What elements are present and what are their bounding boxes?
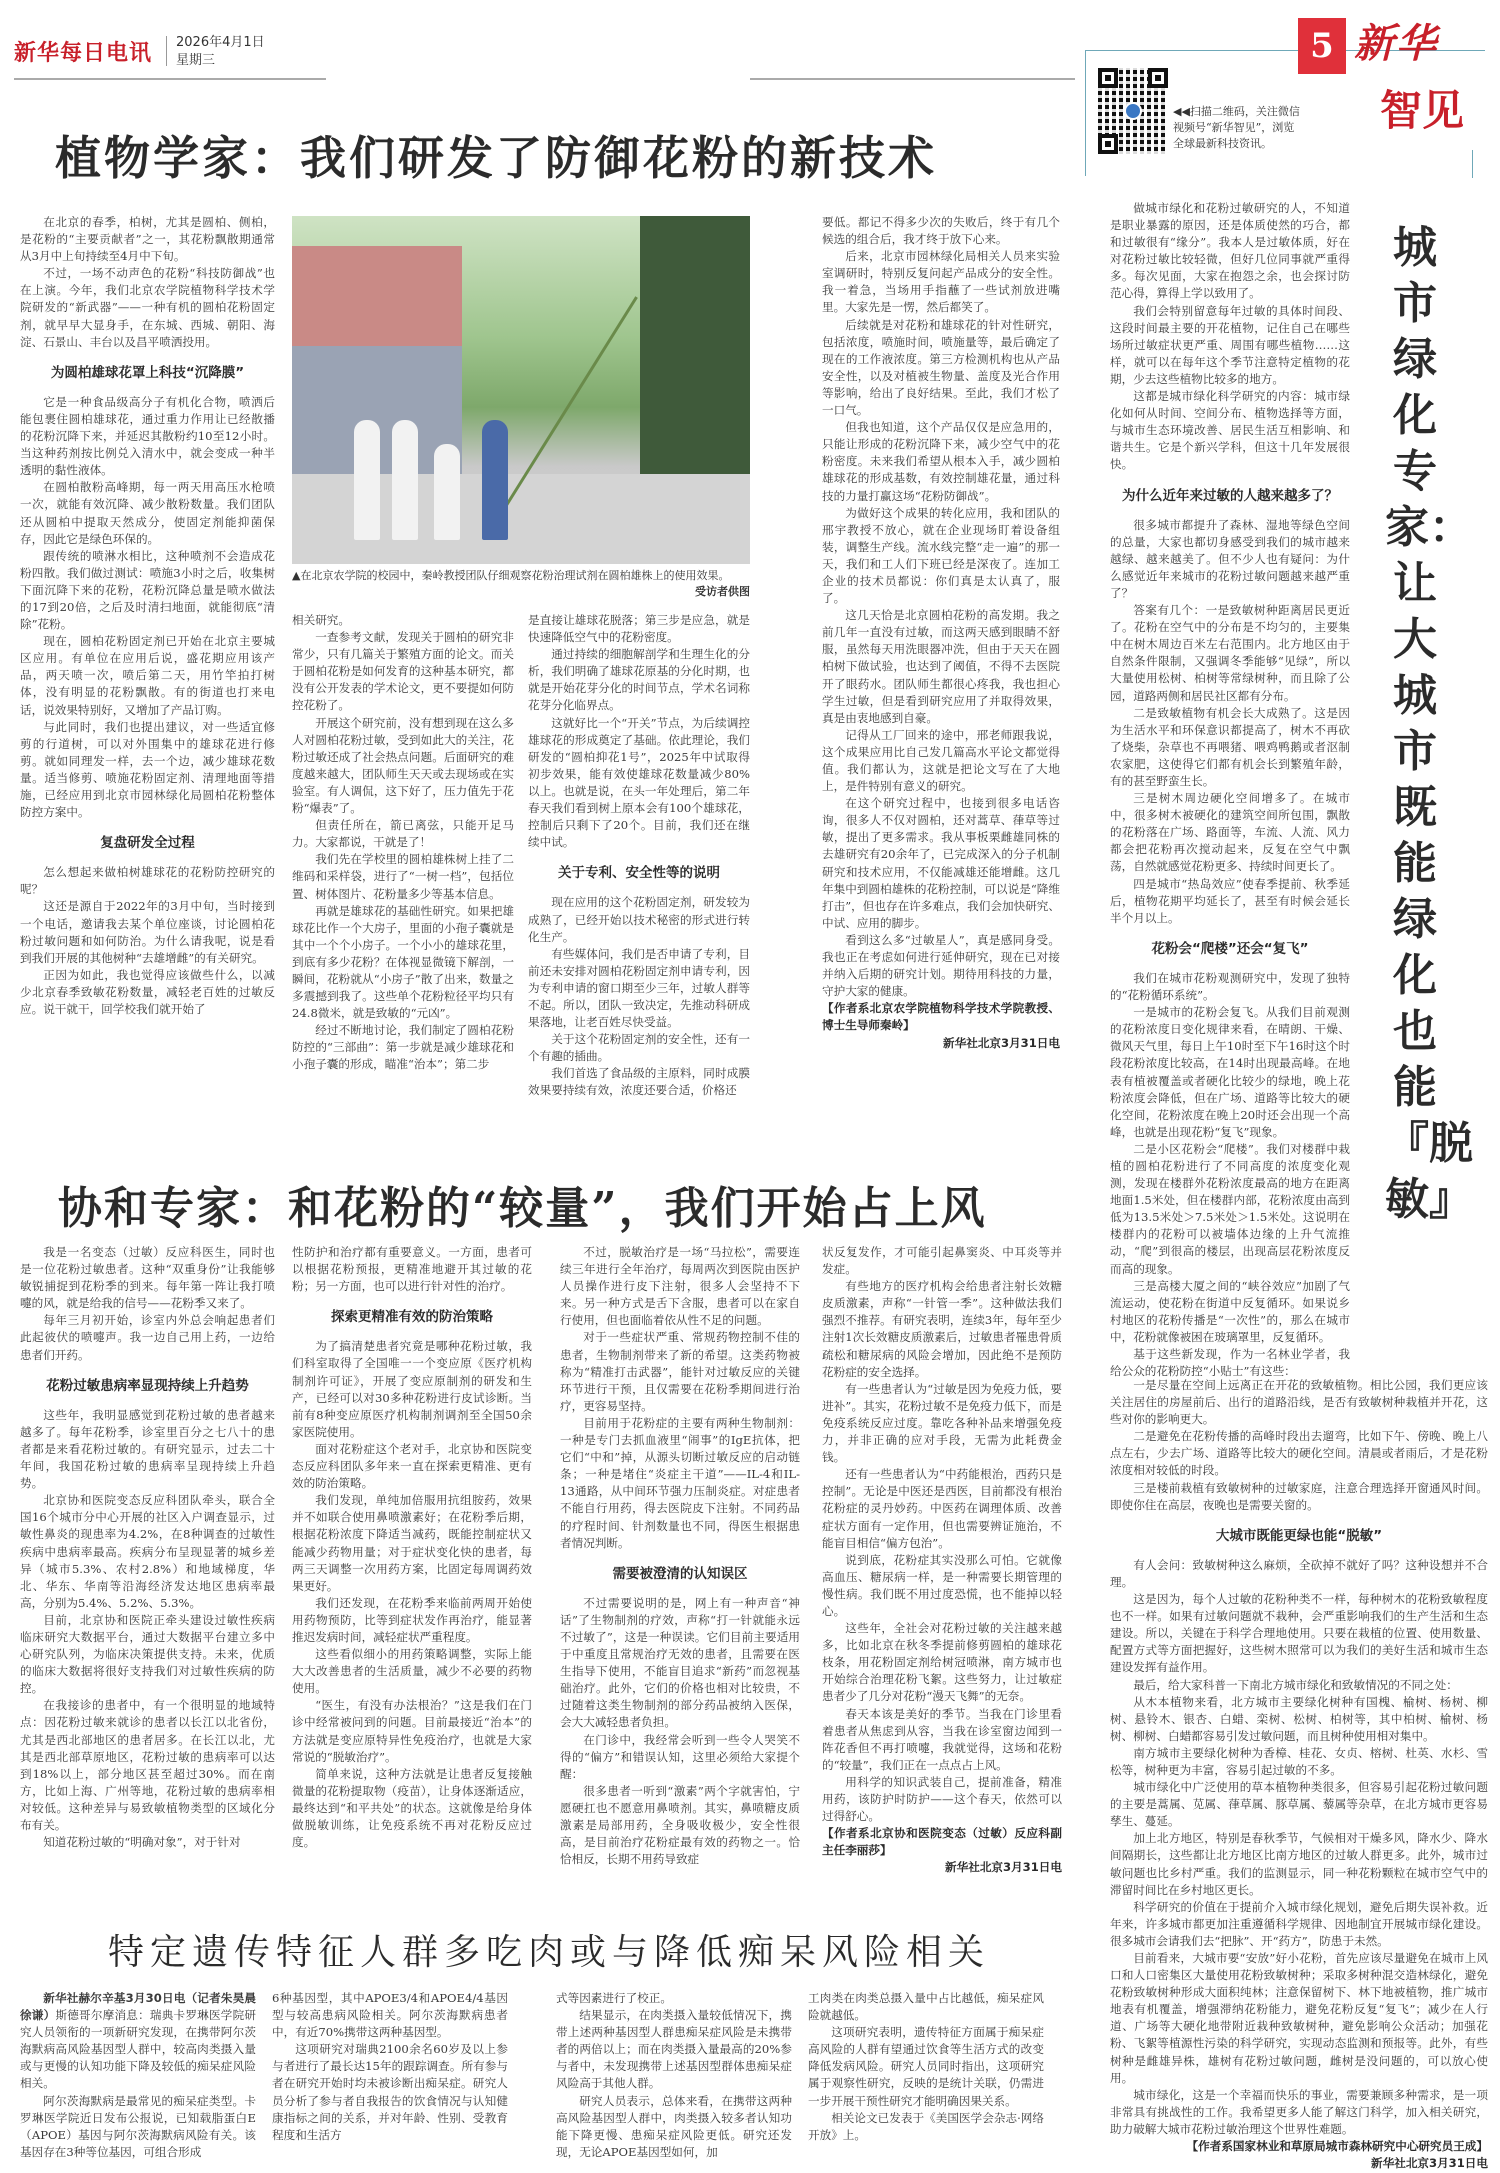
article1-photo: [292, 216, 750, 564]
paragraph: 性防护和治疗都有重要意义。一方面，患者可以根据花粉预报，更精准地避开其过敏的花粉；另一方面，也可以进行针对性的治疗。: [292, 1245, 532, 1294]
article1-column-4: [822, 214, 1060, 1052]
paragraph: 在我接诊的患者中，有一个很明显的地域特点：因花粉过敏来就诊的患者以长江以北省份，尤其是西北部地区的患者居多。在长江以北，尤其是西北部草原地区，花粉过敏的患病率可以达到18%以上，部分地区甚至超过30%。而在南方，比如上海、广州等地，花粉过敏的患病率相对较低。这种差异与易致敏植物类型的区域化分布有关。: [20, 1698, 275, 1832]
paragraph: 最后，给大家科普一下南北方城市绿化和致敏情况的不同之处：: [1133, 1677, 1458, 1692]
paragraph: 加上北方地区，特别是春秋季节，气候相对干燥多风，降水少、降水间隔期长，这些都让北方地区比南方地区的过敏人群更多。此外，城市过敏问题也比乡村严重。我们的监测显示，同一种花粉颗粒在城市空气中的滞留时间比在乡村地区更长。: [1110, 1831, 1488, 1897]
paragraph: 面对花粉症这个老对手，北京协和医院变态反应科团队多年来一直在探索更精准、更有效的防治策略。: [292, 1441, 532, 1491]
qr-code-icon[interactable]: [1098, 68, 1168, 154]
article1-column-2: [292, 612, 514, 1074]
article3-column-1: [1110, 200, 1350, 1380]
paragraph: 这项研究对瑞典2100余名60岁及以上参与者进行了最长达15年的跟踪调查。所有参与者在研究开始时均未被诊断出痴呆症。研究人员分析了参与者自我报告的饮食情况与认知健康指标之间的关系，并对年龄、性别、受教育程度和生活方: [272, 2042, 508, 2142]
paragraph: 三是树木周边硬化空间增多了。在城市中，很多树木被硬化的建筑空间所包围，飘散的花粉落在广场、路面等，车流、人流、风力都会把花粉再次搅动起来，反复在空气中飘荡，自然就感觉花粉更多、持续时间更长了。: [1110, 791, 1350, 874]
paragraph: 研究人员表示，总体来看，在携带这两种高风险基因型人群中，肉类摄入较多者认知功能下降更慢、患痴呆症风险更低。研究还发现，无论APOE基因型如何，加: [556, 2093, 792, 2159]
article1-subheading-2: 复盘研发全过程: [100, 835, 195, 852]
paragraph: 有些地方的医疗机构会给患者注射长效糖皮质激素，声称“一针管一季”。这种做法我们强烈不推荐。有研究表明，连续3年，每年至少注射1次长效糖皮质激素后，过敏患者罹患骨质疏松和糖尿病的风险会增加，因此绝不是预防花粉症的安全选择。: [822, 1279, 1062, 1379]
article4-lead-byline: 新华社赫尔辛基3月30日电（记者朱昊晨 徐谦）: [20, 1991, 268, 2023]
paragraph: 从木本植物来看，北方城市主要绿化树种有国槐、榆树、杨树、柳树、悬铃木、银杏、白蜡、栾树、松树、柏树等，其中柏树、榆树、杨树、柳树、白蜡都容易引发过敏问题，而且树种使用相对集中。: [1110, 1694, 1488, 1743]
paragraph: 目前用于花粉症的主要有两种生物制剂：一种是专门去抓血液里“闹事”的IgE抗体，把它们“中和”掉，从源头切断过敏反应的启动链条；一种是堵住“炎症主干道”——IL-4和IL-13通路，从中间环节强力压制炎症。对症患者不能自行用药，得去医院皮下注射。不同药品的疗程时间、针剂数量也不同，得医生根据患者情况判断。: [560, 1415, 800, 1550]
paragraph: 城市绿化中广泛使用的草本植物种类很多，但容易引起花粉过敏问题的主要是蒿属、苋属、葎草属、豚草属、藜属等杂草，在北方城市更容易孳生、蔓延。: [1110, 1780, 1488, 1829]
section-brand-zhijian: 智见: [1380, 86, 1465, 135]
paragraph: 结果显示，在肉类摄入量较低情况下，携带上述两种基因型人群患痴呆症风险是未携带者的两倍以上；而在肉类摄入量最高的20%参与者中，未发现携带上述基因型群体患痴呆症风险高于其他人群。: [556, 2008, 792, 2091]
paragraph: 每年三月初开始，诊室内外总会响起患者们此起彼伏的喷嚏声。我一边自己用上药，一边给患者们开药。: [20, 1313, 275, 1362]
paragraph: 三是高楼大厦之间的“峡谷效应”加剧了气流运动，使花粉在街道中反复循环。如果说乡村地区的花粉传播是“一次性”的，那么在城市中，花粉就像被困在玻璃罩里，反复循环。: [1110, 1278, 1350, 1344]
article4-column-3: [556, 1990, 792, 2161]
article1-headline: 植物学家：我们研发了防御花粉的新技术: [55, 131, 937, 185]
article3-author: 【作者系国家林业和草原局城市森林研究中心研究员王成】: [1186, 2139, 1488, 2154]
article2-subheading-1: 花粉过敏患病率显现持续上升趋势: [46, 1377, 249, 1394]
paragraph: 我是一名变态（过敏）反应科医生，同时也是一位花粉过敏患者。这种“双重身份”让我能够敏锐捕捉到花粉季的到来。每年第一阵让我打喷嚏的风，就是给我的信号——花粉季又来了。: [20, 1245, 275, 1311]
paragraph: 不过需要说明的是，网上有一种声音“神话”了生物制剂的疗效，声称“打一针就能永远不过敏了”，这是一种误读。它们目前主要适用于中重度且常规治疗无效的患者，且需要在医生指导下使用，不能盲目追求“新药”而忽视基础治疗。此外，它们的价格也相对比较贵，不过随着这类生物制剂的部分药品被纳入医保，会大大减轻患者负担。: [560, 1595, 800, 1730]
article2-subheading-2: 探索更精准有效的防治策略: [331, 1309, 493, 1326]
paragraph: 经过不断地讨论，我们制定了圆柏花粉防控的“三部曲”：第一步就是减少雄球花和小孢子囊的形成，瞄准“治本”；第二步: [292, 1023, 514, 1072]
paragraph: 一是城市的花粉会复飞。从我们目前观测的花粉浓度日变化规律来看，在晴朗、干燥、微风天气里，每日上午10时至下午16时这个时段花粉浓度比较高，在14时出现最高峰。在地表有植被覆盖或者硬化比较少的绿地，晚上花粉浓度会降低，但在广场、道路等比较大的硬化空间，花粉浓度在晚上20时还会出现一个高峰，也就是出现花粉“复飞”现象。: [1110, 1005, 1350, 1139]
paragraph: 现在，圆柏花粉固定剂已开始在北京主要城区应用。有单位在应用后说，盛花期应用该产品，两天喷一次，喷后第二天，用竹竿拍打树体，没有明显的花粉飘散。有的街道也打来电话，说效果特别好，又增加了产品订购。: [20, 634, 275, 717]
article1-subheading-1: 为圆柏雄球花罩上科技“沉降膜”: [50, 364, 245, 381]
paragraph: 目前，北京协和医院正牵头建设过敏性疾病临床研究大数据平台，通过大数据平台建立多中心研究队列，为临床决策提供支持。未来，优质的临床大数据将很好支持我们对过敏性疾病的防控。: [20, 1612, 275, 1696]
paragraph: 城市绿化，这是一个幸福而快乐的事业，需要兼顾多种需求，是一项非常具有挑战性的工作。我希望更多人能了解这门科学，加入相关研究，助力破解大城市花粉过敏治理这个世界性难题。: [1110, 2087, 1488, 2136]
paragraph: 很多城市都提升了森林、湿地等绿色空间的总量，大家也都切身感受到我们的城市越来越绿、越来越美了。但不少人也有疑问：为什么感觉近年来城市的花粉过敏问题越来越严重了？: [1110, 517, 1350, 600]
paragraph: 在圆柏散粉高峰期，每一两天用高压水枪喷一次，就能有效沉降、减少散粉数量。我们团队还从圆柏中提取天然成分，使固定剂能抑菌保存，因此它是绿色环保的。: [20, 480, 275, 546]
paragraph: 三是楼前栽植有致敏树种的过敏家庭，注意合理选择开窗通风时间。即使你住在高层，夜晚也是需要关窗的。: [1110, 1480, 1488, 1512]
paragraph: 这都是城市绿化科学研究的内容：城市绿化如何从时间、空间分布、植物选择等方面，与城市生态环境改善、居民生活互相影响、和谐共生。它是个新兴学科，但这十几年发展很快。: [1110, 389, 1350, 472]
paragraph: 我们会特别留意每年过敏的具体时间段、这段时间最主要的开花植物，记住自己在哪些场所过敏症状更严重、周围有哪些植物……这样，就可以在每年这个季节注意特定植物的花期，少去这些植物比较多的地方。: [1110, 303, 1350, 386]
masthead-divider: [166, 36, 167, 66]
article2-subheading-3: 需要被澄清的认知误区: [612, 1565, 748, 1582]
paragraph: 怎么想起来做柏树雄球花的花粉防控研究的呢？: [20, 865, 275, 897]
article4-column-1: [20, 1990, 268, 2161]
paragraph: 在北京的春季，柏树，尤其是圆柏、侧柏，是花粉的“主要贡献者”之一，其花粉飘散期通常从3月中上旬持续至4月中下旬。: [20, 215, 275, 264]
paragraph: 我们先在学校里的圆柏雄株树上挂了二维码和采样袋，进行了“一树一档”，包括位置、树体图片、花粉量多少等基本信息。: [292, 852, 514, 901]
article3-subheading-2: 花粉会“爬楼”还会“复飞”: [1151, 940, 1309, 957]
paragraph: 二是小区花粉会“爬楼”。我们对楼群中栽植的圆柏花粉进行了不同高度的浓度变化观测，发现在楼群外花粉浓度最高的地方在距离地面1.5米处，但在楼群内部，花粉浓度由高到低为13.5米处＞7.5米处＞1.5米处。这说明在楼群内的花粉可以被墙体边缘的上升气流推动，“爬”到很高的楼层，出现高层花粉浓度反而高的现象。: [1110, 1141, 1350, 1276]
paragraph: “医生，有没有办法根治？”这是我们在门诊中经常被问到的问题。目前最接近“治本”的方法就是变应原特异性免疫治疗，也就是大家常说的“脱敏治疗”。: [292, 1698, 532, 1764]
photo-credit: 受访者供图: [695, 585, 750, 598]
paragraph: 看到这么多“过敏星人”，真是感同身受。我也正在考虑如何进行延伸研究，现在已对接并纳入后期的研究计划。期待用科技的力量，守护大家的健康。: [822, 932, 1060, 999]
paragraph: [20, 1990, 268, 2093]
paragraph: 对于一些症状严重、常规药物控制不佳的患者，生物制剂带来了新的希望。这类药物被称为“精准打击武器”，能针对过敏反应的关键环节进行干预，且仅需要在花粉季期间进行治疗，更容易坚持。: [560, 1330, 800, 1413]
paragraph: 说到底，花粉症其实没那么可怕。它就像高血压、糖尿病一样，是一种需要长期管理的慢性病。我们既不用过度恐慌，也不能掉以轻心。: [822, 1552, 1062, 1618]
paragraph: 有人会问：致敏树种这么麻烦，全砍掉不就好了吗？这种设想并不合理。: [1110, 1557, 1488, 1589]
paragraph: 后续就是对花粉和雄球花的针对性研究，包括浓度，喷施时间，喷施量等，最后确定了现在的工作液浓度。第三方检测机构也从产品安全性，以及对植被生物量、盖度及光合作用等影响，给出了良好结果。至此，我们才松了一口气。: [822, 317, 1060, 418]
paragraph: 这是因为，每个人过敏的花粉种类不一样，每种树木的花粉致敏程度也不一样。如果有过敏问题就不栽种，会严重影响我们的生产生活和生态建设。所以，关键在于科学合理地使用。只要在栽植的位置、使用数量、配置方式等方面把握好，这些树木照常可以为我们的美好生活和城市生态建设发挥有益作用。: [1110, 1592, 1488, 1675]
paragraph: 工肉类在肉类总摄入量中占比越低，痴呆症风险就越低。: [808, 1991, 1044, 2023]
article2-headline: 协和专家：和花粉的“较量”，我们开始占上风: [58, 1183, 987, 1234]
article1-column-3: [528, 612, 750, 1100]
masthead-date-block: [176, 34, 265, 70]
paragraph: 二是避免在花粉传播的高峰时段出去遛弯，比如下午、傍晚、晚上八点左右，少去广场、道路等比较大的硬化空间。清晨或者雨后，才是花粉浓度相对较低的时段。: [1110, 1429, 1488, 1478]
paragraph: 式等因素进行了校正。: [556, 1991, 672, 2005]
caption-text: ▲在北京农学院的校园中，秦岭教授团队仔细观察花粉治理试剂在圆柏雄株上的使用效果。: [292, 569, 730, 582]
paragraph: 阿尔茨海默病是最常见的痴呆症类型。卡罗琳医学院近日发布公报说，已知载脂蛋白E（APOE）基因与阿尔茨海默病风险有关。该基因存在3种等位基因，可组合形成: [20, 2093, 256, 2159]
qr-promo-frame-edge: [1472, 150, 1473, 178]
paragraph: 状反复发作，才可能引起鼻窦炎、中耳炎等并发症。: [822, 1245, 1062, 1277]
paragraph: 这项研究表明，遗传特征方面属于痴呆症高风险的人群有望通过饮食等生活方式的改变降低发病风险。研究人员同时指出，这项研究属于观察性研究，反映的是统计关联，仍需进一步开展干预性研究才能明确因果关系。: [808, 2025, 1044, 2108]
paragraph: 不过，一场不动声色的花粉“科技防御战”也在上演。今年，我们北京农学院植物科学技术学院研发的“新武器”——一种有机的圆柏花粉固定剂，就早早大显身手，在东城、西城、朝阳、海淀、石景山、丰台以及昌平喷洒投用。: [20, 266, 275, 349]
article2-column-4: [822, 1244, 1062, 1876]
paragraph: 我们在城市花粉观测研究中，发现了独特的“花粉循环系统”。: [1110, 970, 1350, 1003]
paragraph: 一查参考文献，发现关于圆柏的研究非常少，只有几篇关于繁殖方面的论文。而关于圆柏花粉是如何发育的这种基本研究，都没有公开发表的学术论文，更不要提如何防控花粉了。: [292, 630, 514, 713]
paragraph: 现在应用的这个花粉固定剂，研发较为成熟了，已经开始以技术秘密的形式进行转化生产。: [528, 895, 750, 944]
paragraph: 它是一种食品级高分子有机化合物，喷洒后能包裹住圆柏雄球花，通过重力作用让已经散播的花粉沉降下来，并延迟其散粉约10至12小时。当这种药剂按比例兑入清水中，就会变成一种半透明的黏性液体。: [20, 394, 275, 478]
paragraph: 不过，脱敏治疗是一场“马拉松”，需要连续三年进行全年治疗，每周两次到医院由医护人员操作进行皮下注射，很多人会坚持不下来。另一种方式是舌下含服，患者可以在家自行使用，但也面临着依从性不足的问题。: [560, 1245, 800, 1328]
paragraph: 记得从工厂回来的途中，邢老师跟我说，这个成果应用比自己发几篇高水平论文都觉得值。我们都认为，这就是把论文写在了大地上，是件特别有意义的研究。: [822, 727, 1060, 794]
article1-dateline: 新华社北京3月31日电: [943, 1035, 1060, 1050]
paragraph: 我们发现，单纯加倍服用抗组胺药，效果并不如联合使用鼻喷激素好；在花粉季后期，根据花粉浓度下降适当减药，既能控制症状又能减少药物用量；对于症状变化快的患者，每两三天调整一次用药方案，比固定每周调药效果更好。: [292, 1493, 532, 1593]
masthead-logo: 新华每日电讯: [14, 40, 153, 66]
qr-center-logo: [1124, 102, 1142, 120]
issue-weekday: 星期三: [176, 53, 216, 68]
paragraph: 有些媒体问，我们是否申请了专利，目前还未安排对圆柏花粉固定剂申请专利，因为专利申请的窗口期至少三年，过敏人群等不起。所以，团队一致决定，先推动科研成果落地，让老百姓尽快受益。: [528, 946, 750, 1030]
paragraph: 二是致敏植物有机会长大成熟了。这是因为生活水平和环保意识都提高了，树木不再砍了烧柴，杂草也不再喂猪、喂鸡鸭鹅或者沤制农家肥，这使得它们都有机会长到繁殖年龄，有的甚至野蛮生长。: [1110, 705, 1350, 788]
paragraph: 我们还发现，在花粉季来临前两周开始使用药物预防，比等到症状发作再治疗，能显著推迟发病时间，减轻症状严重程度。: [292, 1595, 532, 1644]
article4-headline: 特定遗传特征人群多吃肉或与降低痴呆风险相关: [108, 1932, 991, 1973]
article3-subheading-1: 为什么近年来过敏的人越来越多了？: [1122, 487, 1338, 504]
paragraph: 这就好比一个“开关”节点，为后续调控雄球花的形成奠定了基础。依此理论，我们研发的“圆柏抑花1号”，2025年中试取得初步效果，能有效使雄球花数量减少80%以上。也就是说，在头一年处理后，第二年春天我们看到树上原本会有100个雄球花，控制后只剩下了20个。目前，我们还在继续中试。: [528, 715, 750, 850]
article2-author: 【作者系北京协和医院变态（过敏）反应科副主任李丽莎】: [822, 1826, 1062, 1858]
article4-column-4: [808, 1990, 1044, 2144]
article1-subheading-3: 关于专利、安全性等的说明: [558, 865, 720, 882]
paragraph: 这些看似细小的用药策略调整，实际上能大大改善患者的生活质量，减少不必要的药物使用。: [292, 1647, 532, 1696]
article2-column-3: [560, 1244, 800, 1868]
paragraph: 开展这个研究前，没有想到现在这么多人对圆柏花粉过敏，受到如此大的关注，花粉过敏还成了社会热点问题。后面研究的难度越来越大，团队师生天天或去现场或在实验室。有人调侃，这下好了，压力值先于花粉“爆表”了。: [292, 715, 514, 816]
paragraph: 但我也知道，这个产品仅仅是应急用的，只能让形成的花粉沉降下来，减少空气中的花粉密度。未来我们希望从根本入手，减少圆柏雄球花的形成基数，有效控制雄花量，通过科技的力量打赢这场“花粉防御战”。: [822, 420, 1060, 503]
paragraph: 在门诊中，我经常会听到一些令人哭笑不得的“偏方”和错误认知，这里必须给大家提个醒：: [560, 1732, 800, 1781]
paragraph: 6种基因型，其中APOE3/4和APOE4/4基因型与较高患病风险相关。阿尔茨海默病患者中，有近70%携带这两种基因型。: [272, 1991, 508, 2040]
paragraph: 是直接让雄球花脱落；第三步是应急，就是快速降低空气中的花粉密度。: [528, 613, 750, 645]
qr-promo-text: ◀◀扫描二维码，关注微信视频号“新华智见”，浏览全球最新科技资讯。: [1173, 105, 1300, 150]
paragraph: 科学研究的价值在于提前介入城市绿化规划，避免后期失误补救。近年来，许多城市都更加注重遵循科学规律、因地制宜开展城市绿化建设。很多城市会请我们去“把脉”、开“药方”，防患于未然。: [1110, 1899, 1488, 1948]
paragraph: 这几天恰是北京圆柏花粉的高发期。我之前几年一直没有过敏，而这两天感到眼睛不舒服，虽然每天用洗眼器冲洗，但由于天天在圆柏树下做试验，也达到了阈值，不得不去医院开了眼药水。团队师生都很心疼我，我也担心学生过敏，但是看到研究应用了并取得效果，真是由衷地感到自豪。: [822, 608, 1060, 725]
paragraph: 基于这些新发现，作为一名林业学者，我给公众的花粉防控“小贴士”有这些：: [1110, 1347, 1350, 1379]
paragraph: 关于这个花粉固定剂的安全性，还有一个有趣的插曲。: [528, 1032, 750, 1064]
article3-dateline: 新华社北京3月31日电: [1371, 2156, 1488, 2171]
paragraph: 这还是源自于2022年的3月中旬，当时接到一个电话，邀请我去某个单位座谈，讨论圆柏花粉过敏问题和如何防治。为什么请我呢，说是看到我们开展的其他树种“去雄增雌”的有关研究。: [20, 899, 275, 965]
paragraph: 南方城市主要绿化树种为香樟、桂花、女贞、榕树、杜英、水杉、雪松等，树种更为丰富，容易引起过敏的不多。: [1110, 1745, 1488, 1777]
paragraph: 再就是雄球花的基础性研究。如果把雄球花比作一个大房子，里面的小孢子囊就是其中一个个小房子。一个小小的雄球花里，到底有多少花粉？在体视显微镜下解剖，一瞬间，花粉就从“小房子”散了出来，数量之多震撼到我了。这些单个花粉粒径平均只有24.8微米，就是致敏的“元凶”。: [292, 903, 514, 1021]
paragraph: 要低。都记不得多少次的失败后，终于有几个候选的组合后，我才终于放下心来。: [822, 215, 1060, 247]
paragraph: 但责任所在，箭已离弦，只能开足马力。大家都说，干就是了！: [292, 818, 514, 850]
paragraph: 相关研究。: [292, 613, 350, 627]
paragraph: 简单来说，这种方法就是让患者反复接触微量的花粉提取物（疫苗），让身体逐渐适应，最终达到“和平共处”的状态。这就像是给身体做脱敏训练，让免疫系统不再对花粉反应过度。: [292, 1766, 532, 1850]
paragraph: 有一些患者认为“过敏是因为免疫力低，要进补”。其实，花粉过敏不是免疫力低下，而是免疫系统反应过度。靠吃各种补品来增强免疫力，并非正确的应对手段，无需为此耗费金钱。: [822, 1381, 1062, 1465]
article2-dateline: 新华社北京3月31日电: [945, 1860, 1062, 1875]
paragraph: 很多患者一听到“激素”两个字就害怕，宁愿硬扛也不愿意用鼻喷剂。其实，鼻喷糖皮质激素是局部用药，全身吸收极少，安全性很高，是目前治疗花粉症最有效的药物之一。恰恰相反，长期不用药导致症: [560, 1783, 800, 1867]
section-brand-xinhua: 新华: [1354, 20, 1438, 67]
paragraph: 相关论文已发表于《美国医学会杂志·网络开放》上。: [808, 2110, 1044, 2142]
article1-column-1: [20, 214, 275, 1018]
paragraph: 知道花粉过敏的“明确对象”，对于针对: [43, 1835, 241, 1850]
paragraph: 这些年，全社会对花粉过敏的关注越来越多，比如北京在秋冬季提前修剪圆柏的雄球花枝条，用花粉固定剂给树冠喷淋，南方城市也开始综合治理花粉飞絮。这些努力，让过敏症患者少了几分对花粉“漫天飞舞”的无奈。: [822, 1621, 1062, 1704]
paragraph: 为做好这个成果的转化应用，我和团队的邢宇教授不放心，就在企业现场盯着设备组装，调整生产线。流水线完整“走一遍”的那一天，我们和工人们下班已经是深夜了。连加工企业的技术员都说：你们真是太认真了，服了。: [822, 505, 1060, 606]
paragraph: 在这个研究过程中，也接到很多电话咨询，很多人不仅对圆柏，还对蒿草、葎草等过敏，提出了更多需求。我从事板栗雌雄同株的去雄研究有20余年了，已完成深入的分子机制研究和技术应用，不仅能减雄还能增雌。这几年集中到圆柏雄株的花粉控制，可以说是“降维打击”，但也存在许多难点，我们会加快研究、中试、应用的脚步。: [822, 796, 1060, 930]
masthead-rule-right: [750, 78, 1075, 80]
paragraph: 北京协和医院变态反应科团队牵头，联合全国16个城市分中心开展的社区入户调查显示，过敏性鼻炎的现患率为4.2%，在8种调查的过敏性疾病中患病率最高。疾病分布呈现显著的城乡差异（城市5.3%、农村2.8%）和地域梯度，华北、华东、华南等沿海经济发达地区患病率最高，分别为5.4%、5.2%、5.3%。: [20, 1493, 275, 1610]
article1-author: 【作者系北京农学院植物科学技术学院教授、博士生导师秦岭】: [822, 1001, 1060, 1033]
paragraph: 答案有几个：一是致敏树种距离居民更近了。花粉在空气中的分布是不均匀的，主要集中在树木周边百米左右范围内。北方地区由于自然条件限制，又强调冬季能够“见绿”，所以大量使用松树、柏树等常绿树种，而且除了公园，道路两侧和居民社区都有分布。: [1110, 603, 1350, 703]
lead-text: 斯德哥尔摩消息：瑞典卡罗琳医学院研究人员领衔的一项新研究发现，在携带阿尔茨海默病高风险基因型人群中，较高肉类摄入量或与更慢的认知功能下降及较低的痴呆症风险相关。: [20, 2008, 256, 2091]
article1-photo-caption: [292, 568, 750, 600]
paragraph: 我们首选了食品级的主原料，同时成膜效果要持续有效，浓度还要合适，价格还: [528, 1066, 750, 1098]
article3-wide-column: [1110, 1377, 1488, 2172]
paragraph: 跟传统的喷淋水相比，这种喷剂不会造成花粉四散。我们做过测试：喷施3小时之后，收集树下面沉降下来的花粉，花粉沉降总量是喷水做法的17到20倍，之后及时清扫地面，就能彻底“清除”花粉。: [20, 548, 275, 632]
paragraph: 目前看来，大城市要“安放”好小花粉，首先应该尽量避免在城市上风口和人口密集区大量使用花粉致敏树种；采取多树种混交造林绿化，避免花粉致敏树种形成大面积纯林；注意保留树下、林下地被植物，推广城市地表有机覆盖，增强滞纳花粉能力，避免花粉反复“复飞”；减少在人行道、广场等大硬化地带附近栽种致敏树种，避免影响公众活动；加强花粉、飞絮等植源性污染的科学研究，实现动态监测和预报等。此外，有些树种是雌雄异株，雄树有花粉过敏问题，雌树是没问题的，可以放心使用。: [1110, 1951, 1488, 2085]
article3-subheading-3: 大城市既能更绿也能“脱敏”: [1215, 1527, 1383, 1544]
paragraph: 后来，北京市园林绿化局相关人员来实验室调研时，特别反复问起产品成分的安全性。我一着急，当场用手指蘸了一些试剂放进嘴里。大家先是一愣，然后都笑了。: [822, 249, 1060, 315]
paragraph: 正因为如此，我也觉得应该做些什么，以减少北京春季致敏花粉数量，减轻老百姓的过敏反应。说干就干，回学校我们就开始了: [20, 967, 275, 1017]
article3-vertical-headline: 城市绿化专家：让大城市既能绿化也能『脱敏』: [1385, 222, 1473, 1225]
paragraph: 通过持续的细胞解剖学和生理生化的分析，我们明确了雄球花原基的分化时期，也就是开始花芽分化的时间节点，学术名词称花芽分化临界点。: [528, 647, 750, 713]
paragraph: 做城市绿化和花粉过敏研究的人，不知道是职业暴露的原因，还是体质使然的巧合，都和过敏很有“缘分”。我本人是过敏体质，好在对花粉过敏比较轻微，但好几位同事就严重得多。每次见面，大家在抱怨之余，也会探讨防范心得，算得上学以致用了。: [1110, 201, 1350, 301]
paragraph: 春天本该是美好的季节。当我在门诊里看着患者从焦虑到从容，当我在诊室窗边闻到一阵花香但不再打喷嚏，我就觉得，这场和花粉的“较量”，我们正在一点点占上风。: [822, 1706, 1062, 1772]
paragraph: 还有一些患者认为“中药能根治，西药只是控制”。无论是中医还是西医，目前都没有根治花粉症的灵丹妙药。中医药在调理体质、改善症状方面有一定作用，但也需要辨证施治，不能盲目相信“偏方包治”。: [822, 1467, 1062, 1550]
paragraph: 四是城市“热岛效应”使春季提前、秋季延后，植物花期平均延长了，甚至有时候会延长半个月以上。: [1110, 876, 1350, 925]
paragraph: 与此同时，我们也提出建议，对一些适宜修剪的行道树，可以对外围集中的雄球花进行修剪。就如同理发一样，去一个边，减少雄球花数量。适当修剪、喷施花粉固定剂、清理地面等措施，已经应用到北京市园林绿化局圆柏花粉整体防控方案中。: [20, 719, 275, 820]
paragraph: 用科学的知识武装自己，提前准备，精准用药，该防护时防护——这个春天，依然可以过得舒心。: [822, 1774, 1062, 1824]
masthead-rule: [14, 78, 326, 80]
issue-date: 2026年4月1日: [176, 35, 265, 50]
article4-column-2: [272, 1990, 508, 2144]
page-number-badge: 5: [1298, 18, 1346, 74]
article2-column-1: [20, 1244, 275, 1851]
paragraph: 为了搞清楚患者究竟是哪种花粉过敏，我们科室取得了全国唯一一个变应原《医疗机构制剂许可证》，开展了变应原制剂的研发和生产，已经可以对30多种花粉进行皮试诊断。当前有8种变应原医疗机构制剂调剂至全国50余家医院使用。: [292, 1339, 532, 1439]
paragraph: 一是尽量在空间上远离正在开花的致敏植物。相比公园，我们更应该关注居住的房屋前后、出行的道路沿线，是否有致敏树种栽植并开花，这些对你的影响更大。: [1110, 1378, 1488, 1427]
paragraph: 这些年，我明显感觉到花粉过敏的患者越来越多了。每年花粉季，诊室里百分之七八十的患者都是来看花粉过敏的。有研究显示，过去二十年间，我国花粉过敏的患病率呈现持续上升趋势。: [20, 1407, 275, 1491]
article2-column-2: [292, 1244, 532, 1851]
